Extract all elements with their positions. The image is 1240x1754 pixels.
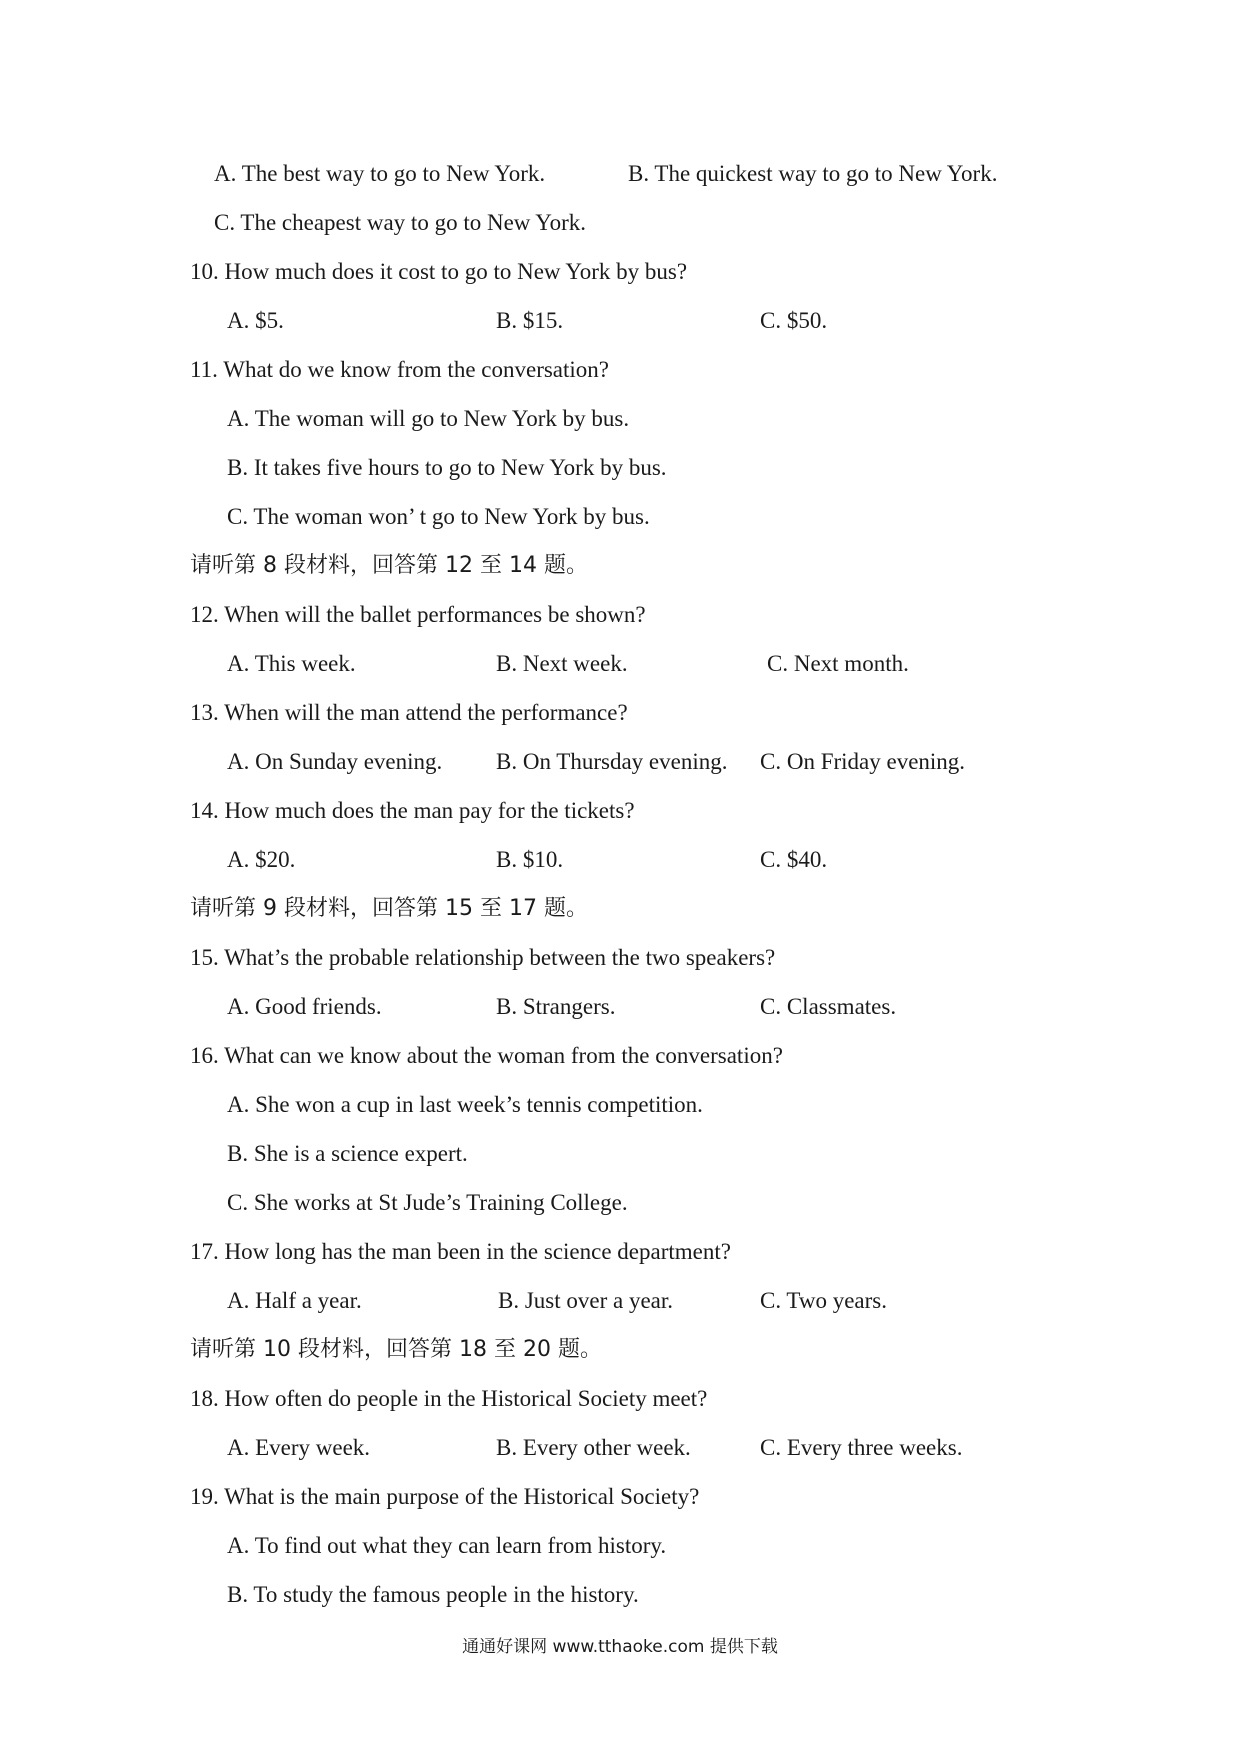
q17-option-b: B. Just over a year. [498,1288,674,1313]
q15-option-a: A. Good friends. [227,994,382,1019]
q9-option-b: B. The quickest way to go to New York. [628,161,998,186]
q14-option-b: B. $10. [496,847,564,872]
q16-option-c: C. She works at St Jude’s Training College. [227,1190,628,1215]
q13-question: 13. When will the man attend the performance? [190,700,628,725]
q11-option-a: A. The woman will go to New York by bus. [227,406,630,431]
q12-option-b: B. Next week. [496,651,628,676]
q14-option-a: A. $20. [227,847,296,872]
q16-question: 16. What can we know about the woman from the conversation? [190,1043,783,1068]
q13-option-a: A. On Sunday evening. [227,749,443,774]
q18-question: 18. How often do people in the Historical Society meet? [190,1386,708,1411]
q12-option-c: C. Next month. [767,651,909,676]
q9-option-a: A. The best way to go to New York. [214,161,546,186]
q11-option-b: B. It takes five hours to go to New York by bus. [227,455,667,480]
section-8-instruction: 请听第 8 段材料，回答第 12 至 14 题。 [190,553,588,578]
q17-question: 17. How long has the man been in the science department? [190,1239,731,1264]
q18-option-b: B. Every other week. [496,1435,691,1460]
section-9-instruction: 请听第 9 段材料，回答第 15 至 17 题。 [190,896,588,921]
q19-option-b: B. To study the famous people in the history. [227,1582,639,1607]
q18-option-a: A. Every week. [227,1435,371,1460]
q16-option-a: A. She won a cup in last week’s tennis competition. [227,1092,703,1117]
q10-option-a: A. $5. [227,308,284,333]
q13-option-c: C. On Friday evening. [760,749,966,774]
q11-option-c: C. The woman won’ t go to New York by bus. [227,504,650,529]
page-footer-watermark: 通通好课网 www.tthaoke.com 提供下载 [462,1637,778,1657]
q17-option-a: A. Half a year. [227,1288,362,1313]
q14-question: 14. How much does the man pay for the tickets? [190,798,635,823]
q17-option-c: C. Two years. [760,1288,888,1313]
q15-option-c: C. Classmates. [760,994,897,1019]
q16-option-b: B. She is a science expert. [227,1141,468,1166]
q11-question: 11. What do we know from the conversation? [190,357,609,382]
q15-option-b: B. Strangers. [496,994,616,1019]
q14-option-c: C. $40. [760,847,828,872]
q19-option-a: A. To find out what they can learn from history. [227,1533,667,1558]
q10-option-b: B. $15. [496,308,564,333]
section-10-instruction: 请听第 10 段材料，回答第 18 至 20 题。 [190,1337,602,1362]
q10-option-c: C. $50. [760,308,828,333]
q13-option-b: B. On Thursday evening. [496,749,728,774]
q9-option-c: C. The cheapest way to go to New York. [214,210,586,235]
q18-option-c: C. Every three weeks. [760,1435,963,1460]
q10-question: 10. How much does it cost to go to New York by bus? [190,259,688,284]
q12-question: 12. When will the ballet performances be shown? [190,602,646,627]
q12-option-a: A. This week. [227,651,356,676]
q15-question: 15. What’s the probable relationship between the two speakers? [190,945,776,970]
q19-question: 19. What is the main purpose of the Historical Society? [190,1484,700,1509]
